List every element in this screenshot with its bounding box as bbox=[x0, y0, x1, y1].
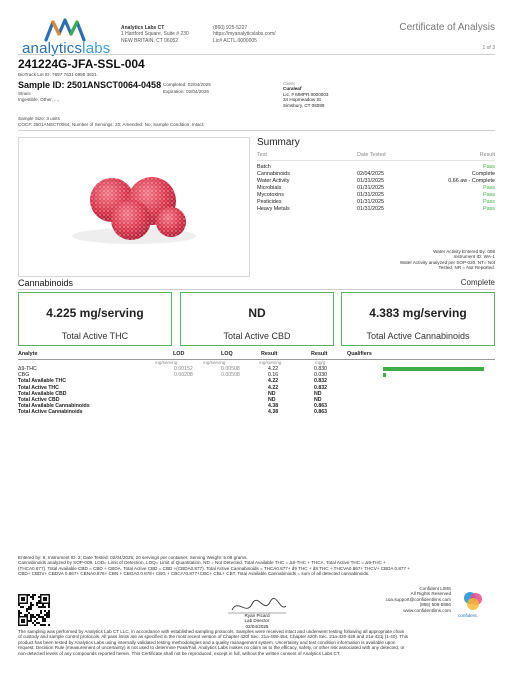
wa-note-3: Water Activity analyzed per SOP-020. NT= Not bbox=[399, 259, 495, 265]
col-analyte: Analyte bbox=[18, 351, 38, 357]
result-mg-serving: ND bbox=[268, 396, 276, 403]
summary-header-row bbox=[257, 152, 495, 161]
lab-license: Lic# ACTL.0000005 bbox=[213, 37, 257, 44]
wa-note-1: Water Activity Entered By: 008 bbox=[433, 249, 495, 254]
lims-web[interactable]: www.confidentlims.com bbox=[403, 607, 451, 613]
analyte-name: Total Available Cannabinoids bbox=[18, 403, 90, 410]
summary-date: 01/31/2025 bbox=[357, 185, 384, 191]
legal-line-1: The sampling was performed by Analytics Lab CT LLC, in accordance with established sampling protocols. Samples were received intact and underwent testing following all appropriate chain bbox=[18, 629, 405, 634]
summary-col-date: Date Tested bbox=[357, 152, 386, 158]
result-bar bbox=[383, 367, 484, 371]
summary-test: Heavy Metals bbox=[257, 206, 290, 212]
summary-test: Cannabinoids bbox=[257, 171, 290, 177]
summary-row bbox=[257, 164, 495, 171]
col-result-mg-g: Result bbox=[311, 351, 328, 357]
lod-value: 0.00152 bbox=[174, 366, 193, 372]
box-label: Total Active THC bbox=[61, 331, 129, 341]
box-value: 4.383 mg/serving bbox=[369, 306, 467, 320]
result-bar bbox=[383, 373, 386, 377]
analyte-name: Total Active Cannabinoids bbox=[18, 409, 83, 416]
analyte-name: CBG bbox=[18, 372, 30, 379]
loq-value: 0.00508 bbox=[221, 366, 240, 372]
completed-date: Completed: 02/04/2025 bbox=[163, 82, 211, 87]
summary-col-result: Result bbox=[479, 152, 495, 158]
summary-date: 01/31/2025 bbox=[357, 199, 384, 205]
summary-title: Summary bbox=[257, 137, 300, 148]
summary-date: 01/31/2025 bbox=[357, 178, 384, 184]
summary-test: Batch bbox=[257, 164, 271, 170]
cannabinoids-status: Complete bbox=[460, 278, 495, 287]
wa-note-2: Instrument ID: WA-1 bbox=[453, 254, 495, 260]
analyte-name: Total Active CBD bbox=[18, 396, 60, 403]
col-qualifiers: Qualifiers bbox=[347, 351, 372, 357]
client-address-1: 34 Hopmeadow St bbox=[283, 97, 321, 103]
summary-result: 0.66 aw - Complete bbox=[448, 178, 495, 184]
result-mg-g: 0.830 bbox=[314, 366, 327, 372]
signature-date: 02/04/2025 bbox=[245, 623, 269, 629]
summary-row bbox=[257, 192, 495, 199]
analytics-labs-logo-icon bbox=[44, 16, 88, 42]
cannabinoids-title: Cannabinoids bbox=[18, 278, 74, 288]
coc-line: COC#: 2501ANSCT0064; Number of Servings: 20; Amended: No; Sample Condition: Intact; bbox=[18, 122, 205, 127]
unit-result2: mg/g bbox=[315, 360, 326, 365]
result-mg-g: 0.863 bbox=[314, 409, 327, 416]
summary-date: 02/04/2025 bbox=[357, 171, 384, 177]
lims-phone: (866) 506-5866 bbox=[419, 602, 451, 608]
signer-name: Ryan Picard bbox=[244, 613, 270, 618]
result-mg-serving: ND bbox=[268, 390, 276, 397]
legal-line-3: product has been tested by Analytics Labs using internally validated testing methodologies and a quality management system. Uncertainty and test condition information is available upon bbox=[18, 639, 396, 645]
signature-block bbox=[231, 613, 283, 629]
note-line-2: Cannabinoids analyzed by SOP-009. LOD= Limit of Detection, LOQ= Limit of Quantitation, ND = Not Detected. Total Available THC = Δ9-THC + THCA. Total Active THC = Δ9-THC + bbox=[18, 560, 386, 566]
cannabinoids-divider bbox=[18, 289, 495, 290]
box-label: Total Active Cannabinoids bbox=[366, 331, 470, 341]
table-row bbox=[18, 409, 495, 415]
summary-row bbox=[257, 171, 495, 178]
result-mg-serving: 4.22 bbox=[268, 384, 279, 391]
summary-result: Pass bbox=[483, 164, 495, 170]
client-name: Curaleaf bbox=[283, 86, 302, 92]
qr-code-icon[interactable] bbox=[18, 594, 50, 626]
legal-disclaimer bbox=[18, 629, 495, 656]
summary-table bbox=[257, 152, 495, 213]
result-mg-g: ND bbox=[314, 390, 322, 397]
analyte-name: Δ9-THC bbox=[18, 366, 37, 372]
sample-size: Sample Size: 3 units bbox=[18, 116, 60, 121]
col-lod: LOD bbox=[173, 351, 185, 357]
box-value: ND bbox=[248, 306, 266, 320]
summary-date: 01/31/2025 bbox=[357, 192, 384, 198]
unit-result1: mg/serving bbox=[259, 360, 282, 365]
summary-result: Pass bbox=[483, 185, 495, 191]
water-activity-notes bbox=[400, 249, 495, 271]
col-result-mg-serving: Result bbox=[261, 351, 278, 357]
info-divider bbox=[18, 130, 495, 131]
analyte-name: Total Available THC bbox=[18, 378, 66, 385]
method-notes bbox=[18, 555, 495, 577]
summary-date: 01/31/2025 bbox=[357, 206, 384, 212]
signer-title: Lab Director bbox=[244, 618, 270, 624]
result-mg-serving: 0.16 bbox=[268, 372, 279, 379]
note-line-3: (THCA0.877). Total Available CBD = CBD + CBDA. Total Active CBD = CBD +(CBDA0.877). Total Active Cannabinoids = THCA0.877+ d9 THC + d8 THC + THCVA0.867+ THCV+ CBDA 0.877 + bbox=[18, 565, 410, 571]
summary-result: Pass bbox=[483, 206, 495, 212]
summary-result: Pass bbox=[483, 192, 495, 198]
summary-test: Microbials bbox=[257, 185, 282, 191]
lab-phone: (860) 925-5227 bbox=[213, 25, 248, 31]
summary-result: Pass bbox=[483, 199, 495, 205]
confident-lims-block bbox=[386, 586, 451, 613]
summary-row bbox=[257, 206, 495, 213]
logo-wordmark: analyticslabs bbox=[22, 40, 111, 57]
lab-contact-block bbox=[213, 25, 276, 44]
summary-test: Mycotoxins bbox=[257, 192, 284, 198]
gummy-product-image bbox=[19, 138, 249, 276]
unit-loq: mg/serving bbox=[203, 360, 226, 365]
lims-email[interactable]: coa.support@confidentlims.com bbox=[385, 596, 451, 602]
sample-id: Sample ID: 2501ANSCT0064-0458 bbox=[18, 80, 162, 90]
document-title: Certificate of Analysis bbox=[399, 22, 495, 33]
header-divider bbox=[18, 54, 495, 55]
product-image-frame bbox=[18, 137, 250, 277]
note-line-1: Entered by: 5; Instrument ID: 2; Date Tested: 02/04/2025; 20 servings per container; Serving Weight: 5.08 grams. bbox=[18, 555, 248, 560]
note-line-4: CBD+ CBDV+ CBDVA 0.867+ CBNA0.876+ CBN + CBGA0.0.878+ CBG + CBCA*0.877+CBC+ CBL+ CBT. Total Available Cannabinoids = sum of all detected cannabinoids. bbox=[18, 571, 370, 577]
result-mg-g: 0.030 bbox=[314, 372, 327, 379]
results-header-row bbox=[18, 351, 495, 360]
result-mg-serving: 4.22 bbox=[268, 366, 279, 372]
client-block bbox=[283, 81, 328, 108]
summary-test: Pesticides bbox=[257, 199, 282, 205]
summary-test: Water Activity bbox=[257, 178, 290, 184]
legal-line-5: non-detected levels of any compounds reported herein. This Certificate shall not be reproduced, except in full, without the written consent of Analytics Labs CT. bbox=[18, 650, 341, 656]
wa-note-4: Tested, NR = Not Reported. bbox=[438, 265, 495, 271]
client-address-2: Simsbury, CT 06089 bbox=[283, 102, 325, 108]
company-name: Analytics Labs CT bbox=[121, 25, 165, 31]
box-label: Total Active CBD bbox=[223, 331, 291, 341]
summary-row bbox=[257, 185, 495, 192]
result-mg-g: 0.832 bbox=[314, 384, 327, 391]
legal-line-4: request. Decision Rule (measurement of uncertainty) is not used to determine Pass/Fail. Analytics Labs makes no claim as to the efficacy, safety, or other risk associated with any detected, or bbox=[18, 645, 405, 651]
result-mg-g: ND bbox=[314, 396, 322, 403]
result-mg-g: 0.863 bbox=[314, 403, 327, 410]
sample-type: Ingestible, Other, ,.., bbox=[18, 97, 60, 102]
summary-row bbox=[257, 199, 495, 206]
result-mg-serving: 4.22 bbox=[268, 378, 279, 385]
strain-label: Strain: bbox=[18, 91, 32, 96]
total-active-cannabinoids-box bbox=[341, 292, 495, 346]
total-active-thc-box bbox=[18, 292, 172, 346]
biotrack-lot-id: BioTrack Lot ID: 7697 7631 0995 3621 bbox=[18, 72, 97, 77]
page-number: 1 of 3 bbox=[482, 45, 495, 51]
address-line-1: 1 Hartford Square, Suite # 230 bbox=[121, 31, 189, 38]
confident-brand-text: confident. bbox=[458, 613, 478, 618]
lims-rights: All Rights Reserved bbox=[410, 591, 451, 597]
expiration-date: Expiration: 02/04/2026 bbox=[163, 89, 209, 94]
client-license: Lic. # MMPR.0000003 bbox=[283, 91, 329, 97]
client-label: Client bbox=[283, 81, 295, 86]
lab-website[interactable]: https://myanalyticslabs.com/ bbox=[213, 31, 276, 38]
result-mg-serving: 4.38 bbox=[268, 403, 279, 410]
result-mg-g: 0.832 bbox=[314, 378, 327, 385]
batch-id: 241224G-JFA-SSL-004 bbox=[18, 57, 145, 71]
summary-result: Complete bbox=[471, 171, 495, 177]
col-loq: LOQ bbox=[221, 351, 233, 357]
total-active-cbd-box bbox=[180, 292, 334, 346]
cannabinoid-results-table bbox=[18, 351, 495, 416]
summary-col-test: Test bbox=[257, 152, 267, 158]
analyte-name: Total Active THC bbox=[18, 384, 59, 391]
box-value: 4.225 mg/serving bbox=[46, 306, 144, 320]
lims-name: Confident LIMS bbox=[419, 586, 451, 591]
confident-logo-icon bbox=[462, 590, 484, 612]
loq-value: 0.00508 bbox=[221, 372, 240, 379]
summary-row bbox=[257, 178, 495, 185]
address-line-2: NEW BRITAIN, CT 06052 bbox=[121, 37, 179, 44]
lab-address-block bbox=[121, 25, 189, 44]
legal-line-2: of custody and sample control protocols. All pass limits are as specified in the most recent version of Chapter 420f Sec. 21a-408-454, Chapter 420h Sec. 21a-420-429 and 21a-421j (1-40). This bbox=[18, 634, 409, 640]
lod-value: 0.00208 bbox=[174, 372, 193, 379]
analyte-name: Total Available CBD bbox=[18, 390, 67, 397]
unit-lod: mg/serving bbox=[155, 360, 178, 365]
result-mg-serving: 4.38 bbox=[268, 409, 279, 416]
